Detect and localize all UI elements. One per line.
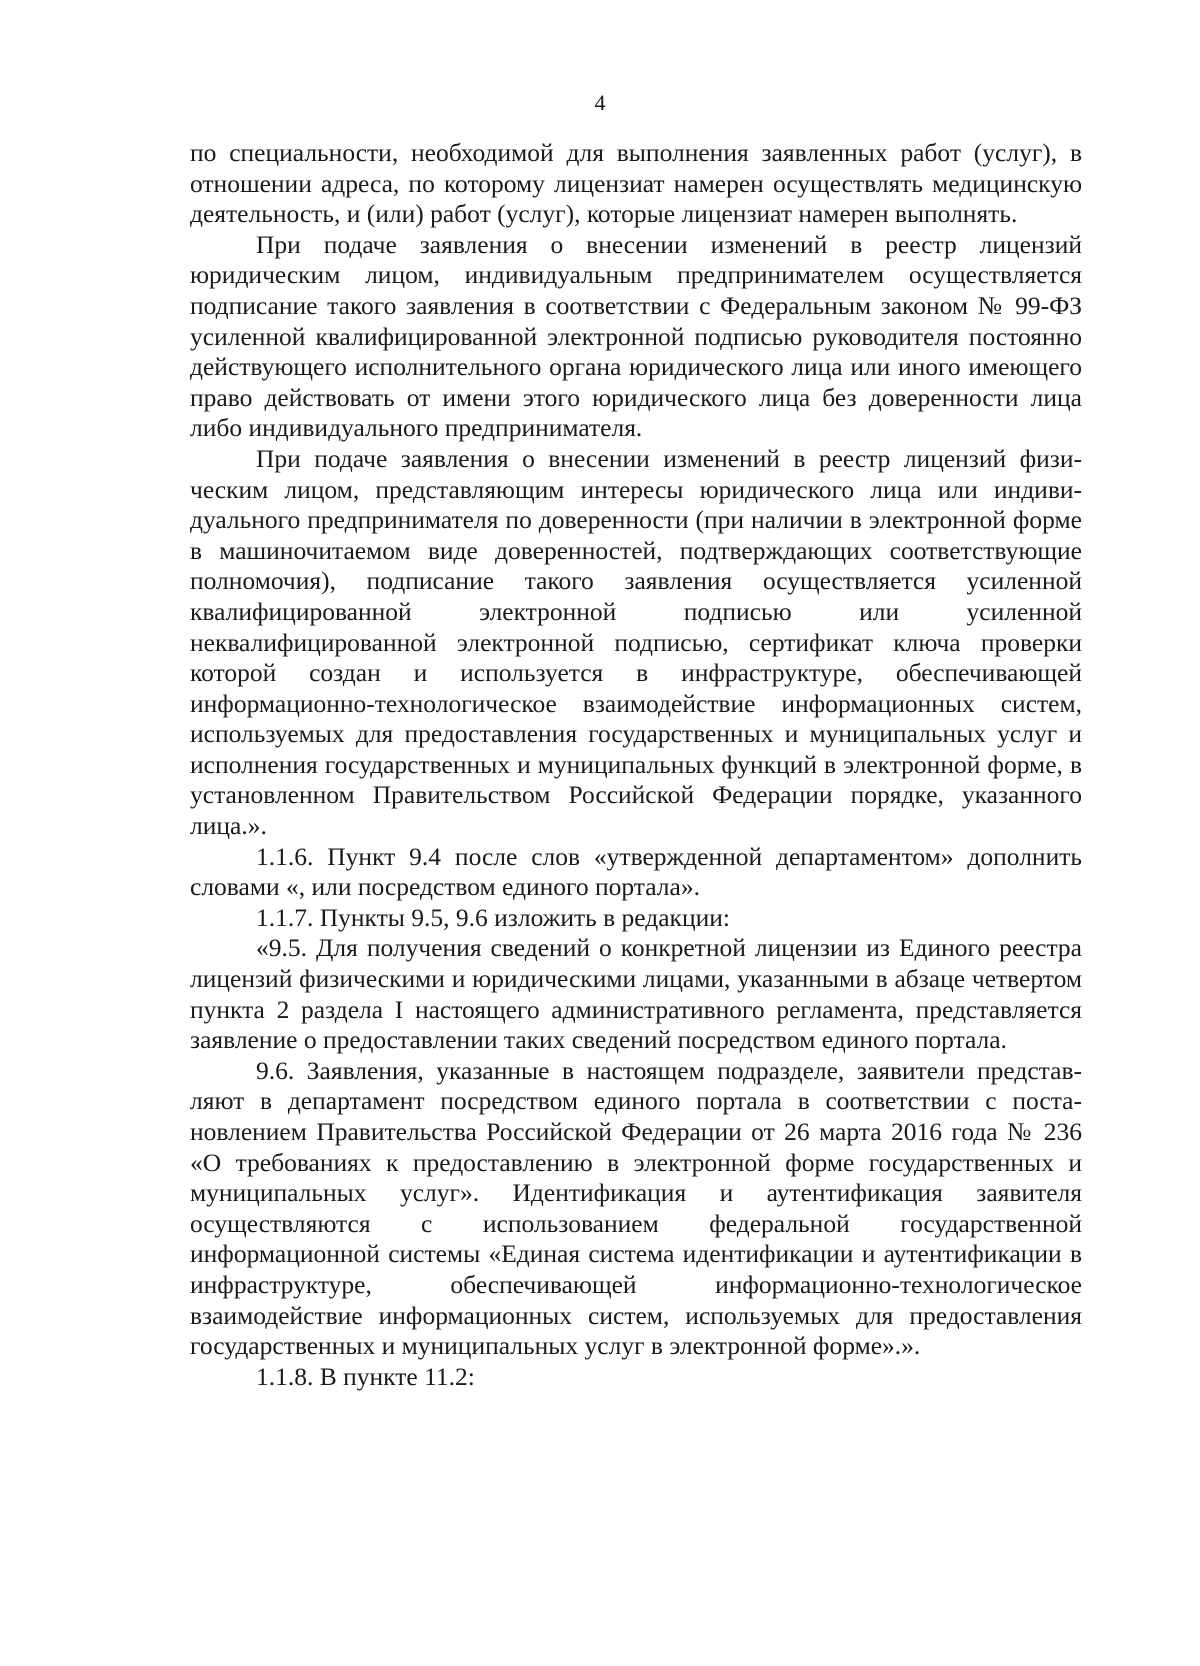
paragraph-continuation: по специальности, необходимой для выполнения заявленных работ (услуг), в отношении адреса, по которому лицензиат намерен осуществлять медицинскую деятельность, и (или) работ (услуг), которые лицензиат намерен выполнять. <box>190 138 1082 229</box>
paragraph-1-1-8: 1.1.8. В пункте 11.2: <box>256 1361 475 1391</box>
paragraph-legal-entity-signing: При подаче заявления о внесении изменений в реестр лицензий юридическим лицом, индивидуальным предпринимателем осуществляется подписание такого заявления в соответствии с Федеральным законом № 99-ФЗ усиленной квалифицированной электронной подписью руководителя постоянно действующего исполнительного органа юридического лица или иного имеющего право действовать от имени этого юридического лица без доверенности лица либо индивидуального предпринимателя. <box>190 229 1082 443</box>
paragraph-9-6: 9.6. Заявления, указанные в настоящем подразделе, заявители представляют в департамент посредством единого портала в соответствии с постановлением Правительства Российской Федерации от 26 марта 2016 года № 236 «О требованиях к предоставлению в электронной форме государственных и муниципальных услуг». Идентификация и аутентификация заявителя осуществляются с использованием федеральной государственной информационной системы «Единая система идентификации и аутентификации в инфраструктуре, обеспечивающей информационно-технологическое взаимодействие информационных систем, используемых для предоставления государственных и муниципальных услуг в электронной форме».». <box>190 1055 1082 1361</box>
paragraph-1-1-7: 1.1.7. Пункты 9.5, 9.6 изложить в редакции: <box>256 902 730 932</box>
page-number: 4 <box>594 90 606 115</box>
paragraph-1-1-6: 1.1.6. Пункт 9.4 после слов «утвержденной департаментом» дополнить словами «, или посредством единого портала». <box>190 841 1082 902</box>
paragraph-individual-signing: При подаче заявления о внесении изменений в реестр лицензий физическим лицом, представляющим интересы юридического лица или индивидуального предпринимателя по доверенности (при наличии в электронной форме в машиночитаемом виде доверенностей, подтверждающих соответствующие полномочия), подписание такого заявления осуществляется усиленной квалифицированной электронной подписью или усиленной неквалифицированной электронной подписью, сертификат ключа проверки которой создан и используется в инфраструктуре, обеспечивающей информационно-технологическое взаимодействие информационных систем, используемых для предоставления государственных и муниципальных услуг и исполнения государственных и муниципальных функций в электронной форме, в установленном Правительством Российской Федерации порядке, указанного лица.». <box>190 443 1082 841</box>
paragraph-9-5: «9.5. Для получения сведений о конкретной лицензии из Единого реестра лицензий физическими и юридическими лицами, указанными в абзаце четвертом пункта 2 раздела I настоящего административного регламента, представляется заявление о предоставлении таких сведений посредством единого портала. <box>190 933 1082 1055</box>
document-body <box>190 138 1082 1392</box>
